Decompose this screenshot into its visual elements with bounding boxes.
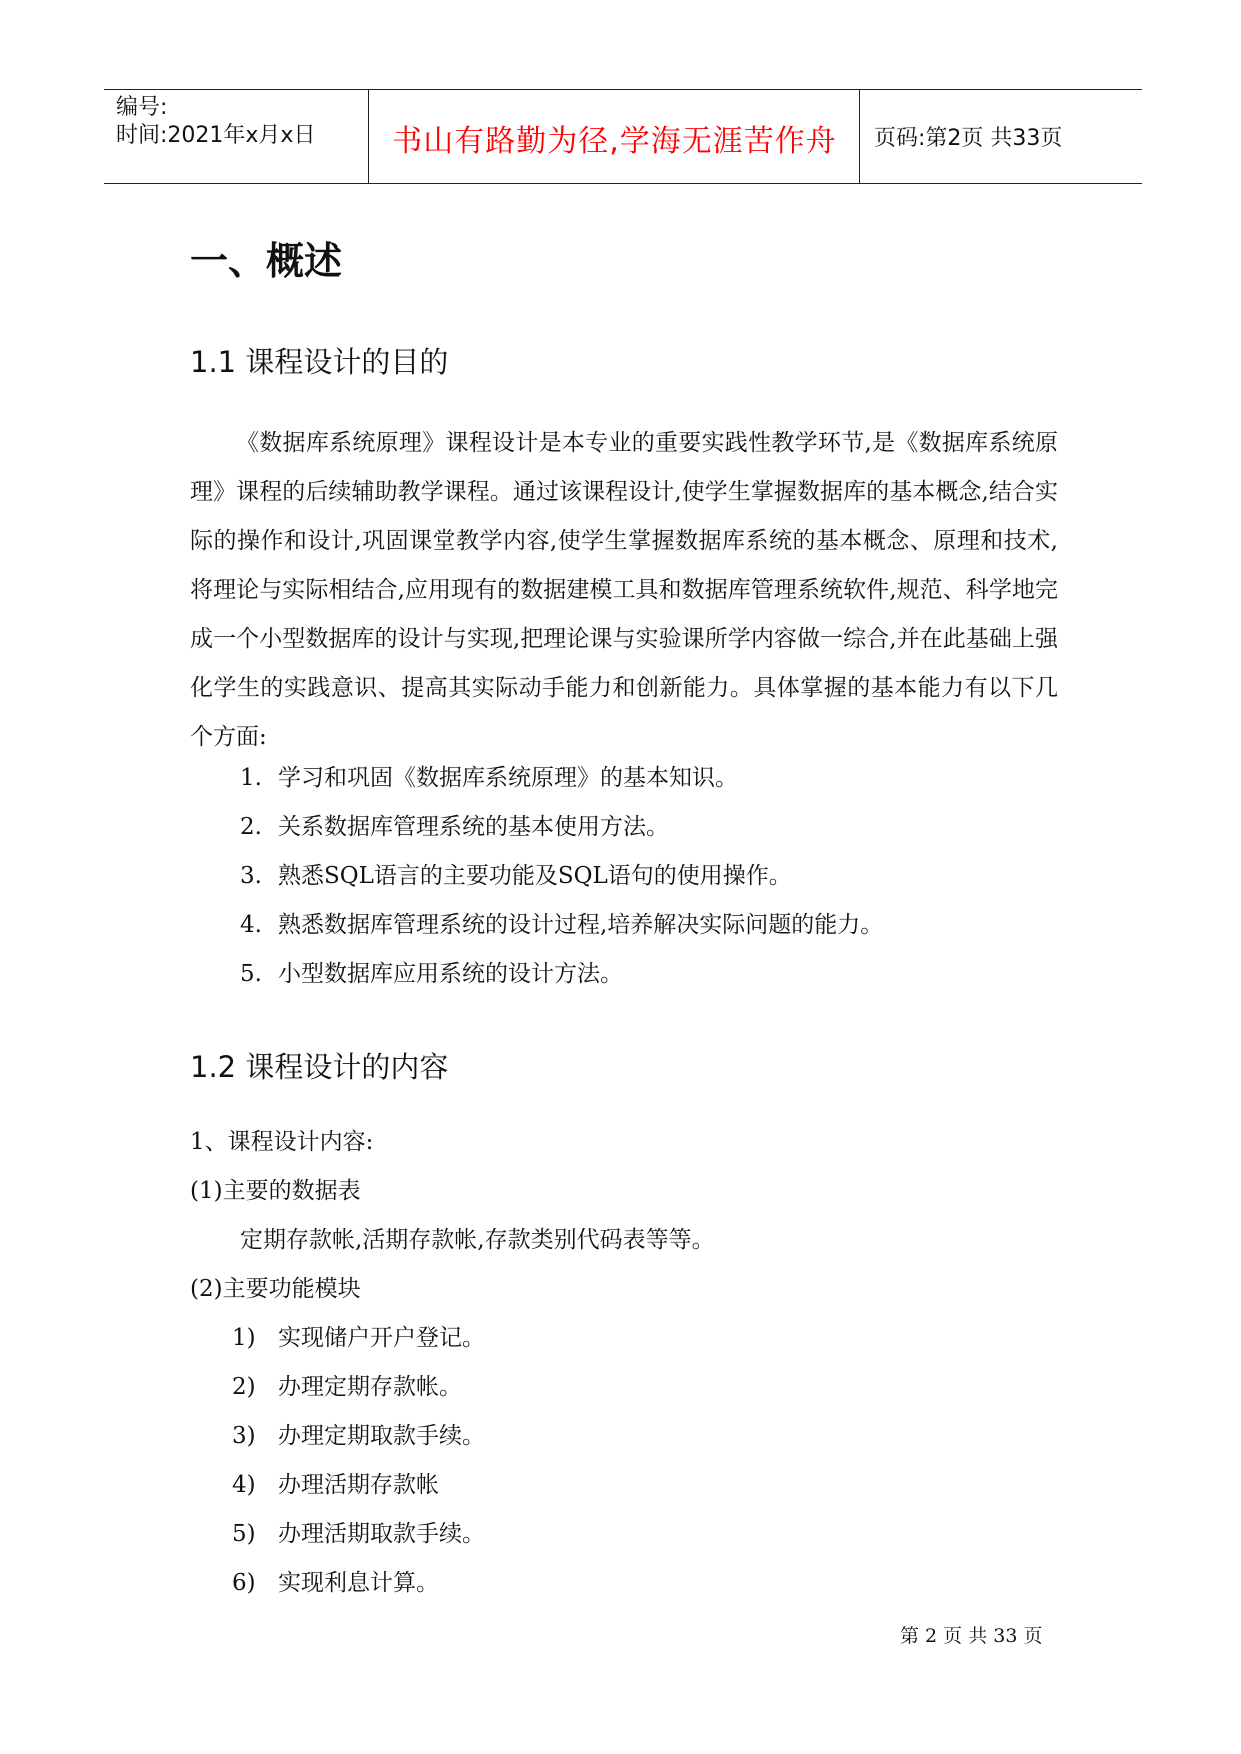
page-footer: 第 2 页 共 33 页 xyxy=(900,1625,1043,1647)
list-item xyxy=(240,959,623,989)
module-item xyxy=(232,1519,485,1549)
tables-description: 定期存款帐,活期存款帐,存款类别代码表等等。 xyxy=(240,1227,715,1253)
header-divider xyxy=(368,90,369,183)
module-item xyxy=(232,1372,462,1402)
list-item xyxy=(240,861,792,891)
list-item-number: 4. xyxy=(240,912,262,938)
module-text: 实现储户开户登记。 xyxy=(278,1325,485,1351)
module-text: 办理定期取款手续。 xyxy=(278,1423,485,1449)
list-item xyxy=(240,812,669,842)
time-label: 时间:2021年x月x日 xyxy=(116,123,316,148)
list-item xyxy=(240,763,738,793)
module-text: 办理活期取款手续。 xyxy=(278,1521,485,1547)
module-number: 4) xyxy=(232,1472,256,1498)
module-item xyxy=(232,1421,485,1451)
module-number: 2) xyxy=(232,1374,256,1400)
list-item-text: 熟悉数据库管理系统的设计过程,培养解决实际问题的能力。 xyxy=(278,912,884,938)
module-number: 6) xyxy=(232,1570,256,1596)
list-item-number: 5. xyxy=(240,961,262,987)
list-item-number: 3. xyxy=(240,863,262,889)
content-intro: 1、课程设计内容: xyxy=(190,1129,374,1155)
list-item-number: 2. xyxy=(240,814,262,840)
module-number: 3) xyxy=(232,1423,256,1449)
header-motto: 书山有路勤为径,学海无涯苦作舟 xyxy=(392,124,837,159)
list-item xyxy=(240,910,883,940)
module-item xyxy=(232,1470,439,1500)
module-number: 1) xyxy=(232,1325,256,1351)
module-text: 办理活期存款帐 xyxy=(278,1472,439,1498)
module-text: 实现利息计算。 xyxy=(278,1570,439,1596)
section-title: 一、概述 xyxy=(190,239,343,283)
header-divider xyxy=(859,90,860,183)
subsection-title-1-1: 1.1 课程设计的目的 xyxy=(190,345,449,379)
header-page-info: 页码:第2页 共33页 xyxy=(874,126,1063,151)
sub-heading-modules: (2)主要功能模块 xyxy=(190,1276,361,1302)
serial-label: 编号: xyxy=(116,95,168,120)
module-item xyxy=(232,1323,485,1353)
list-item-text: 熟悉SQL语言的主要功能及SQL语句的使用操作。 xyxy=(278,863,792,889)
list-item-text: 关系数据库管理系统的基本使用方法。 xyxy=(278,814,669,840)
purpose-paragraph: 《数据库系统原理》课程设计是本专业的重要实践性教学环节,是《数据库系统原理》课程的后续辅助教学课程。通过该课程设计,使学生掌握数据库的基本概念,结合实际的操作和设计,巩固课堂教学内容,使学生掌握数据库系统的基本概念、原理和技术,将理论与实际相结合,应用现有的数据建模工具和数据库管理系统软件,规范、科学地完成一个小型数据库的设计与实现,把理论课与实验课所学内容做一综合,并在此基础上强化学生的实践意识、提高其实际动手能力和创新能力。具体掌握的基本能力有以下几个方面: xyxy=(190,430,1058,750)
list-item-text: 小型数据库应用系统的设计方法。 xyxy=(278,961,623,987)
subsection-title-1-2: 1.2 课程设计的内容 xyxy=(190,1050,449,1084)
header-left-cell xyxy=(116,94,366,150)
module-number: 5) xyxy=(232,1521,256,1547)
list-item-number: 1. xyxy=(240,765,262,791)
list-item-text: 学习和巩固《数据库系统原理》的基本知识。 xyxy=(278,765,738,791)
module-item xyxy=(232,1568,439,1598)
module-text: 办理定期存款帐。 xyxy=(278,1374,462,1400)
header-table xyxy=(104,89,1142,184)
sub-heading-tables: (1)主要的数据表 xyxy=(190,1178,361,1204)
